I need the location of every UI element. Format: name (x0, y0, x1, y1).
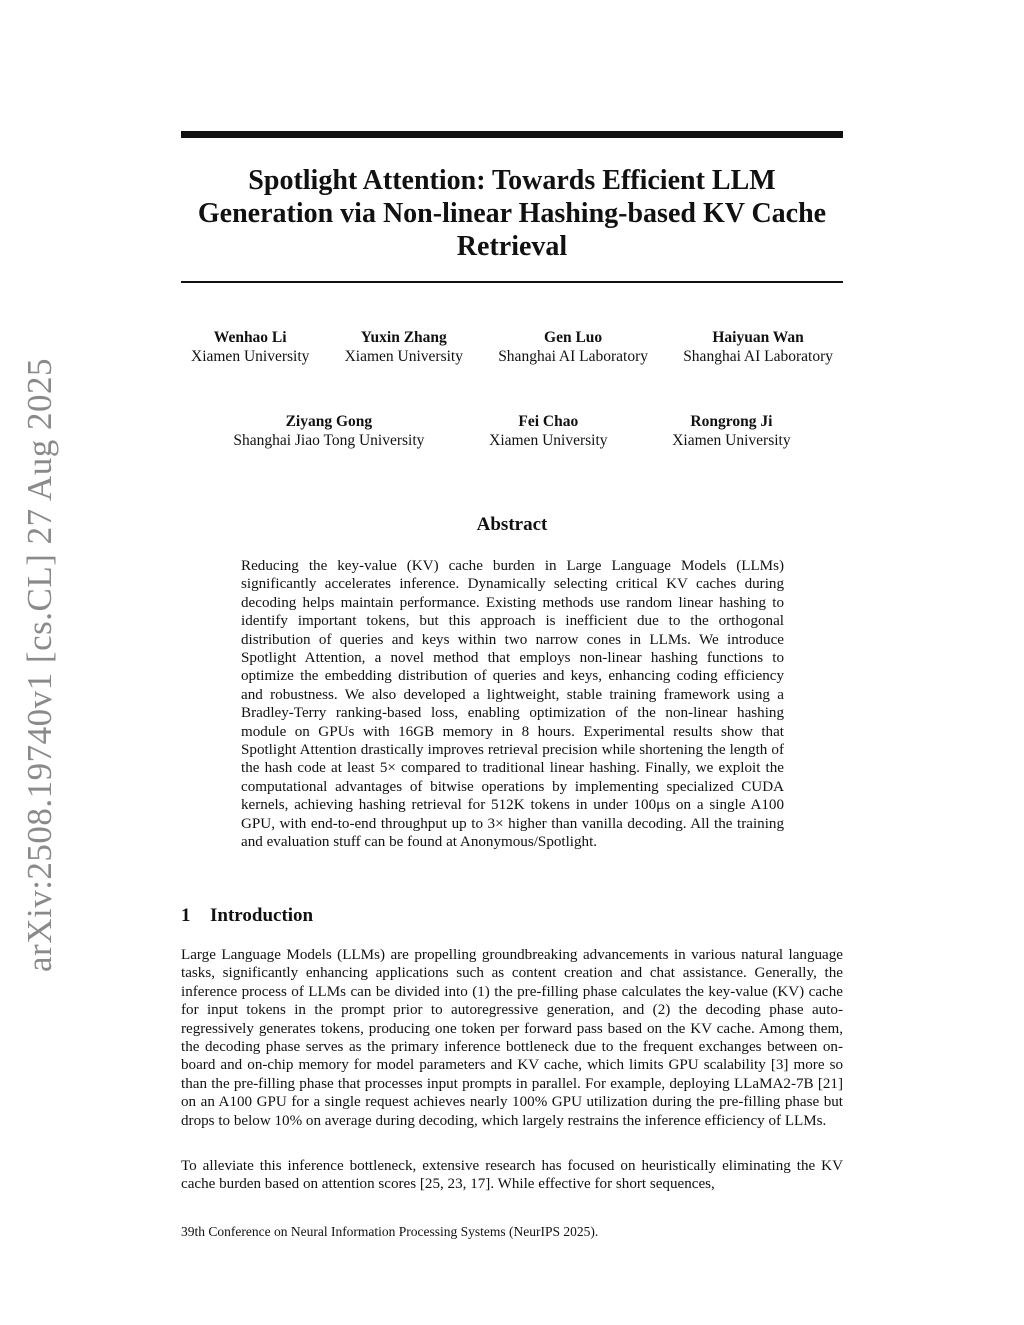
author-row-2 (181, 412, 843, 450)
conference-footnote: 39th Conference on Neural Information Processing Systems (NeurIPS 2025). (181, 1224, 599, 1239)
author-affiliation: Shanghai AI Laboratory (498, 348, 648, 365)
author-affiliation: Shanghai Jiao Tong University (233, 432, 425, 449)
arxiv-identifier-stamp (10, 358, 70, 972)
author-block (489, 412, 607, 450)
author-block (233, 412, 424, 450)
section-number: 1 (181, 905, 191, 926)
section-title: Introduction (210, 905, 314, 926)
abstract-heading: Abstract (476, 514, 548, 535)
author-name: Haiyuan Wan (712, 329, 804, 346)
title-top-rule (181, 131, 843, 138)
author-affiliation: Xiamen University (672, 432, 791, 449)
author-name: Ziyang Gong (285, 413, 373, 430)
abstract-text: Reducing the key-value (KV) cache burden in Large Language Models (LLMs) significantly accelerates inference. Dynamically selecting critical KV caches during decoding helps maintain performance. Existing methods use random linear hashing to identify important tokens, but this approach is inefficient due to the orthogonal distribution of queries and keys within two narrow cones in LLMs. We introduce Spotlight Attention, a novel method that employs non-linear hashing functions to optimize the embedding distribution of queries and keys, enhancing coding efficiency and robustness. We also developed a lightweight, stable training framework using a Bradley-Terry ranking-based loss, enabling optimization of the non-linear hashing module on GPUs with 16GB memory in 8 hours. Experimental results show that Spotlight Attention drastically improves retrieval precision while shortening the length of the hash code at least 5× compared to traditional linear hashing. Finally, we exploit the computational advantages of bitwise operations by implementing specialized CUDA kernels, achieving hashing retrieval for 512K tokens in under 100μs on a single A100 GPU, with end-to-end throughput up to 3× higher than vanilla decoding. All the training and evaluation stuff can be found at Anonymous/Spotlight. (241, 558, 784, 851)
title-line: Generation via Non-linear Hashing-based KV Cache (197, 198, 827, 229)
author-block (498, 328, 648, 366)
author-block (345, 328, 463, 366)
title-line: Spotlight Attention: Towards Efficient LLM (248, 165, 776, 196)
author-affiliation: Xiamen University (191, 348, 310, 365)
author-row-1 (181, 328, 843, 366)
author-name: Gen Luo (544, 329, 603, 346)
author-name: Yuxin Zhang (360, 329, 447, 346)
author-affiliation: Xiamen University (344, 348, 463, 365)
author-block (672, 412, 790, 450)
author-name: Rongrong Ji (690, 413, 773, 430)
author-block (683, 328, 833, 366)
author-affiliation: Shanghai AI Laboratory (683, 348, 833, 365)
paper-title (181, 164, 843, 263)
author-name: Fei Chao (518, 413, 579, 430)
author-name: Wenhao Li (213, 329, 287, 346)
author-block (191, 328, 309, 366)
author-affiliation: Xiamen University (489, 432, 608, 449)
intro-paragraph: To alleviate this inference bottleneck, extensive research has focused on heuristically eliminating the KV cache burden based on attention scores [25, 23, 17]. While effective for short sequences, (181, 1158, 843, 1193)
section-heading (181, 905, 313, 927)
intro-paragraph: Large Language Models (LLMs) are propelling groundbreaking advancements in various natural language tasks, significantly enhancing applications such as content creation and chat assistance. Generally, the inference process of LLMs can be divided into (1) the pre-filling phase calculates the key-value (KV) cache for input tokens in the prompt prior to autoregressive generation, and (2) the decoding phase auto-regressively generates tokens, producing one token per forward pass based on the KV cache. Among them, the decoding phase serves as the primary inference bottleneck due to the frequent exchanges between on-board and on-chip memory for model parameters and KV cache, which limits GPU scalability [3] more so than the pre-filling phase that processes input prompts in parallel. For example, deploying LLaMA2-7B [21] on an A100 GPU for a single request achieves nearly 100% GPU utilization during the pre-filling phase but drops to below 10% on average during decoding, which largely restrains the inference efficiency of LLMs. (181, 947, 843, 1129)
arxiv-identifier-text: arXiv:2508.19740v1 [cs.CL] 27 Aug 2025 (20, 358, 60, 972)
title-bottom-rule (181, 281, 843, 283)
title-line: Retrieval (456, 231, 568, 262)
